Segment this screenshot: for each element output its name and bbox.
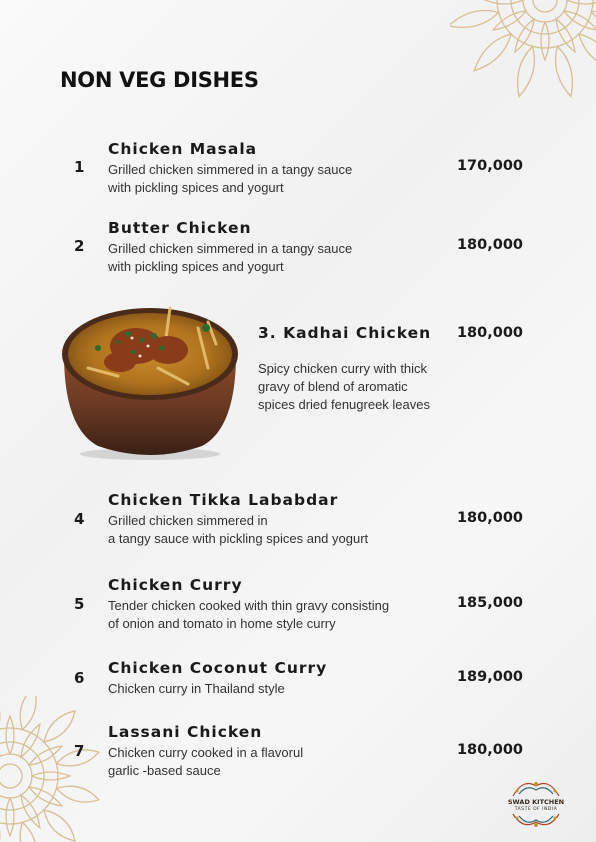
item-price: 170,000	[456, 158, 523, 174]
kadhai-chicken-photo	[58, 298, 242, 462]
item-number: 4	[74, 510, 85, 528]
item-price: 189,000	[456, 669, 523, 685]
featured-item-price: 180,000	[456, 325, 523, 341]
item-description: Chicken curry in Thailand style	[108, 681, 285, 696]
featured-item-name: 3. Kadhai Chicken	[258, 324, 432, 342]
brand-logo	[505, 776, 567, 832]
item-name: Lassani Chicken	[108, 723, 263, 741]
logo-tagline: TASTE OF INDIA	[514, 807, 558, 812]
item-price: 180,000	[456, 510, 523, 526]
featured-item-description: Spicy chicken curry with thick gravy of blend of aromatic spices dried fenugreek leaves	[258, 361, 430, 412]
item-description: Grilled chicken simmered in a tangy sauce with pickling spices and yogurt	[108, 513, 369, 546]
item-number: 6	[74, 669, 85, 687]
item-name: Chicken Curry	[108, 576, 243, 594]
logo-name: SWAD KITCHEN	[507, 798, 565, 806]
item-number: 1	[74, 158, 85, 176]
item-description: Tender chicken cooked with thin gravy consisting of onion and tomato in home style curry	[108, 598, 390, 631]
mandala-ornament-top-right	[450, 0, 596, 110]
item-price: 185,000	[456, 595, 523, 611]
item-description: Grilled chicken simmered in a tangy sauce with pickling spices and yogurt	[108, 162, 353, 195]
item-number: 7	[74, 742, 85, 760]
item-name: Butter Chicken	[108, 219, 252, 237]
item-name: Chicken Coconut Curry	[108, 659, 328, 677]
page-title: NON VEG DISHES	[60, 68, 259, 92]
mandala-ornament-bottom-left	[0, 696, 110, 842]
item-name: Chicken Masala	[108, 140, 258, 158]
item-description: Chicken curry cooked in a flavorul garlic -based sauce	[108, 745, 304, 778]
item-price: 180,000	[456, 742, 523, 758]
item-description: Grilled chicken simmered in a tangy sauce with pickling spices and yogurt	[108, 241, 353, 274]
item-number: 5	[74, 595, 85, 613]
item-number: 2	[74, 237, 85, 255]
item-name: Chicken Tikka Lababdar	[108, 491, 339, 509]
item-price: 180,000	[456, 237, 523, 253]
